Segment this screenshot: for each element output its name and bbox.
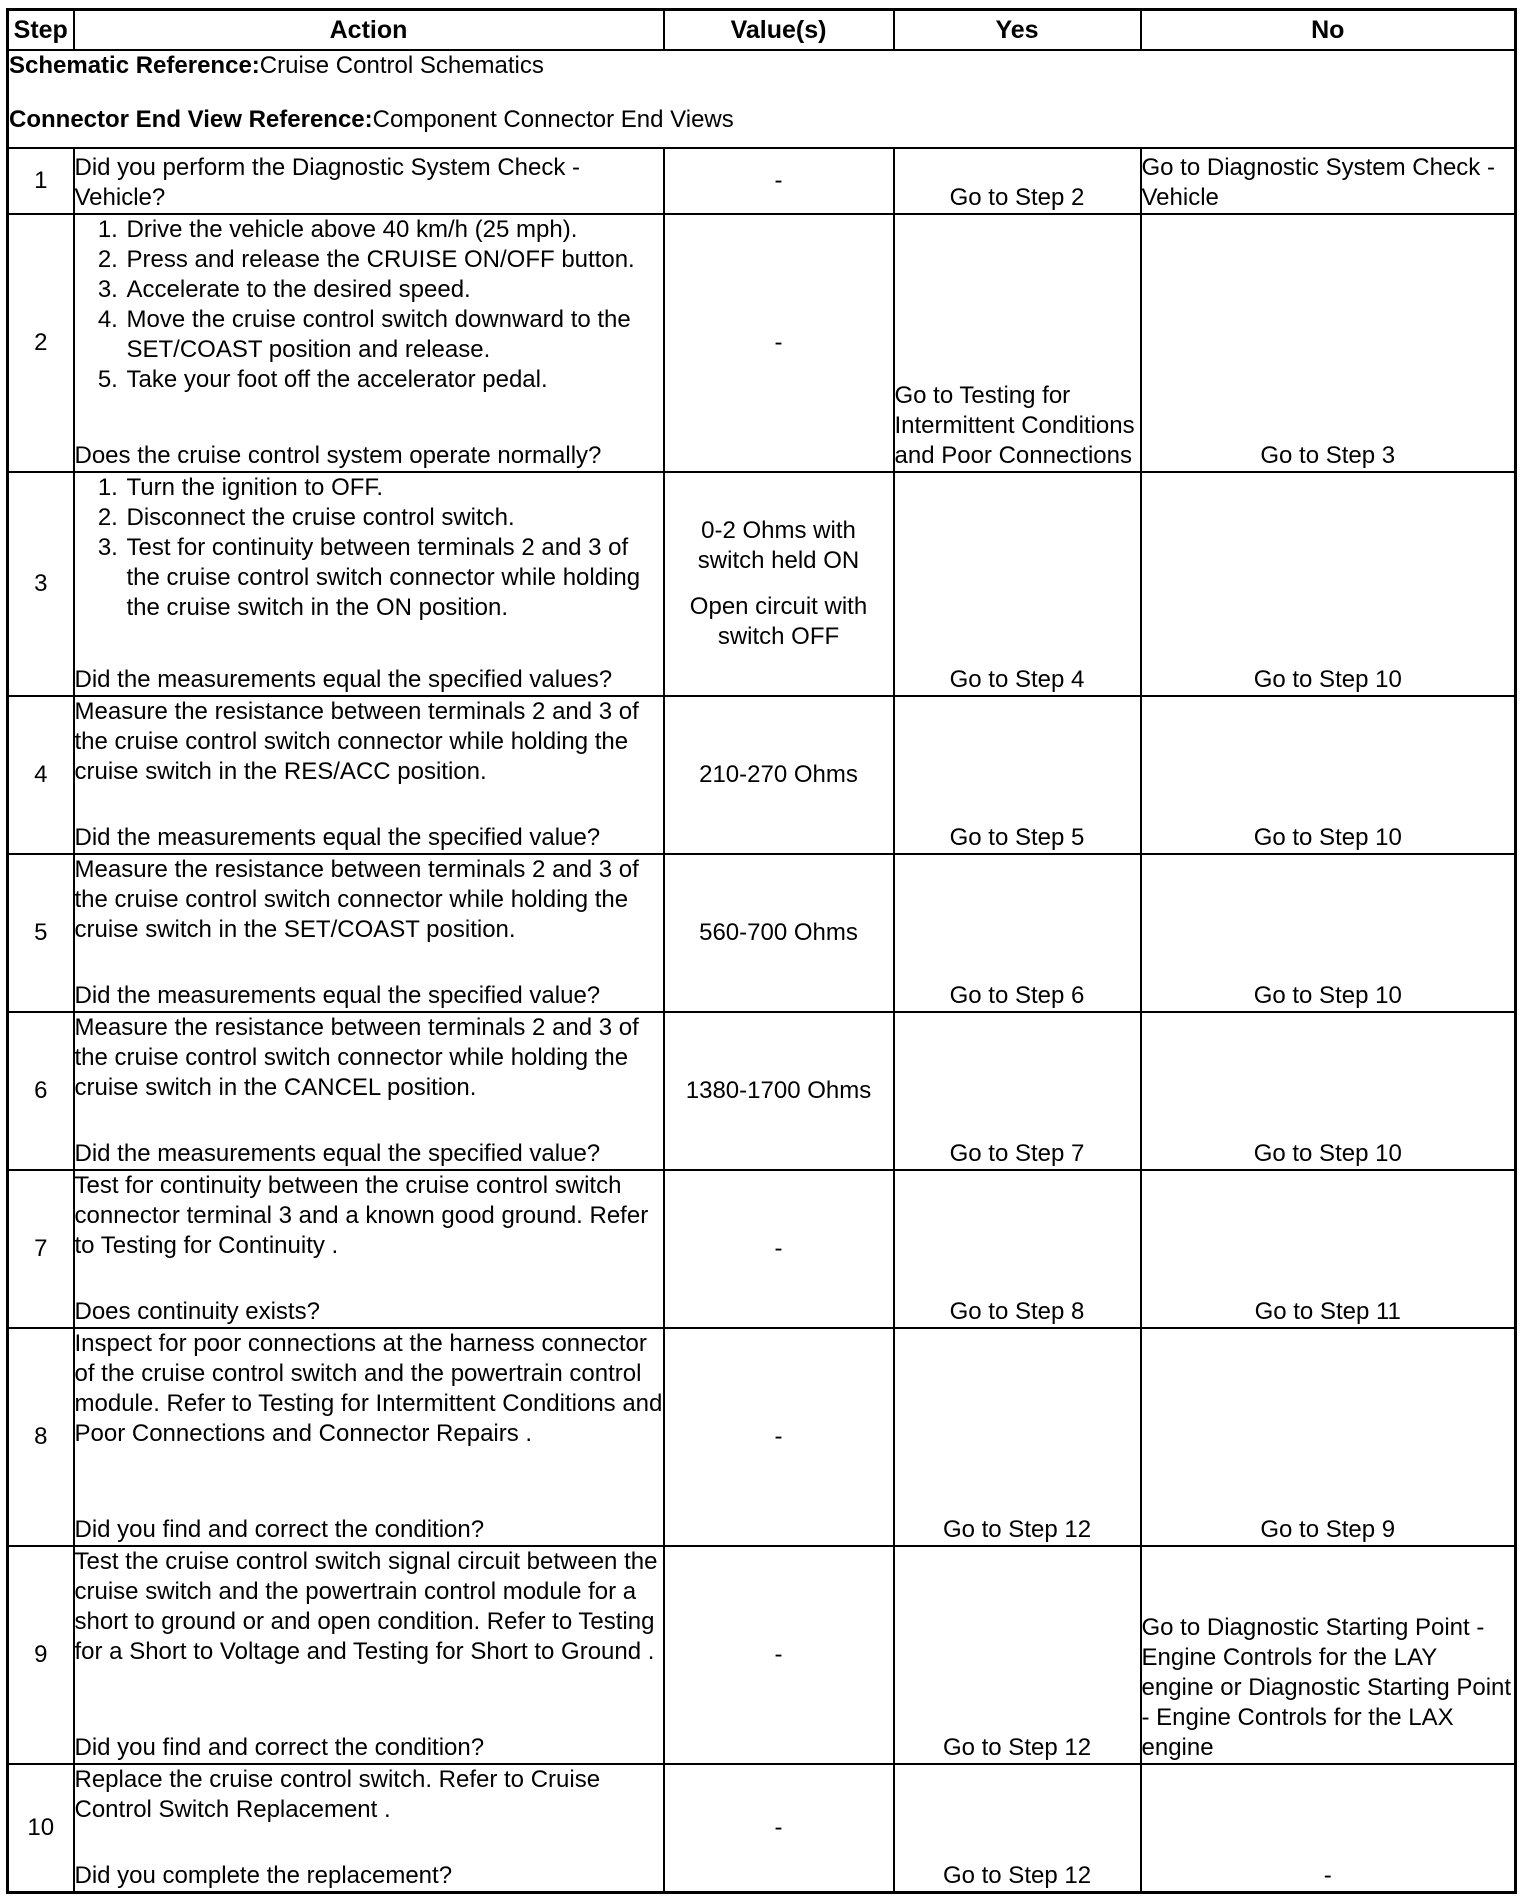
no-cell <box>1141 472 1516 696</box>
yes-link[interactable]: Go to Step 12 <box>942 1861 1092 1889</box>
reference-row <box>8 50 1516 148</box>
action-text: Measure the resistance between terminals 2 and 3 of the cruise control switch connector while holding the cruise switch in the SET/COAST position. <box>74 856 639 943</box>
step-number: 5 <box>8 854 74 1012</box>
yes-link[interactable]: Go to Step 5 <box>949 824 1085 851</box>
schematic-reference <box>9 51 1514 81</box>
connector-reference <box>9 105 1514 135</box>
connector-reference-link[interactable]: Component Connector End Views <box>372 106 734 133</box>
action-question: Did the measurements equal the specified values? <box>74 666 613 693</box>
action-cell <box>74 1546 664 1764</box>
no-link[interactable]: Go to Step 10 <box>1253 666 1402 693</box>
yes-cell <box>894 1328 1141 1546</box>
no-link[interactable]: Go to Diagnostic Starting Point - Engine Controls for the LAY engine or Diagnostic Starting Point - Engine Controls for the LAX engine <box>1141 1614 1512 1761</box>
no-link[interactable]: Go to Step 10 <box>1253 982 1402 1009</box>
value-cell: - <box>664 1328 894 1546</box>
no-cell: - <box>1141 1764 1516 1892</box>
action-cell <box>74 854 664 1012</box>
step-number: 2 <box>8 214 74 472</box>
action-question: Did you complete the replacement? <box>74 1861 453 1889</box>
action-question: Did you find and correct the condition? <box>74 1516 485 1543</box>
yes-link[interactable]: Go to Step 12 <box>942 1516 1092 1543</box>
yes-cell <box>894 1012 1141 1170</box>
header-values: Value(s) <box>664 10 894 51</box>
yes-cell <box>894 472 1141 696</box>
yes-cell <box>894 148 1141 214</box>
action-cell <box>74 1764 664 1892</box>
action-text: Replace the cruise control switch. Refer to Cruise Control Switch Replacement . <box>74 1766 601 1823</box>
action-cell <box>74 696 664 854</box>
no-link[interactable]: Go to Step 3 <box>1260 442 1396 469</box>
list-item: 2. Disconnect the cruise control switch. <box>125 503 663 533</box>
table-row <box>8 696 1516 854</box>
action-cell <box>74 1328 664 1546</box>
reference-cell <box>8 50 1516 148</box>
no-cell <box>1141 1546 1516 1764</box>
action-question: Did you find and correct the condition? <box>74 1734 485 1761</box>
value-cell <box>664 472 894 696</box>
header-action: Action <box>74 10 664 51</box>
table-row <box>8 472 1516 696</box>
value-cell: 210-270 Ohms <box>664 696 894 854</box>
action-cell <box>74 1170 664 1328</box>
action-text: Test the cruise control switch signal circuit between the cruise switch and the powertrain control module for a short to ground or and open condition. Refer to Testing for a Short to Voltage and Testing for Short to Ground . <box>74 1548 658 1665</box>
yes-cell <box>894 854 1141 1012</box>
action-text: Measure the resistance between terminals 2 and 3 of the cruise control switch connector while holding the cruise switch in the RES/ACC position. <box>74 698 639 785</box>
value-cell: 560-700 Ohms <box>664 854 894 1012</box>
list-item: 1. Turn the ignition to OFF. <box>125 473 663 503</box>
no-link[interactable]: Go to Diagnostic System Check - Vehicle <box>1141 154 1495 211</box>
header-yes: Yes <box>894 10 1141 51</box>
no-link[interactable]: Go to Step 9 <box>1260 1516 1396 1543</box>
table-row <box>8 148 1516 214</box>
schematic-reference-link[interactable]: Cruise Control Schematics <box>259 52 544 79</box>
no-cell <box>1141 696 1516 854</box>
yes-link[interactable]: Go to Step 8 <box>949 1298 1085 1325</box>
no-cell <box>1141 214 1516 472</box>
value-cell: - <box>664 214 894 472</box>
no-link[interactable]: Go to Step 10 <box>1253 824 1402 851</box>
value-cell: - <box>664 148 894 214</box>
step-number: 3 <box>8 472 74 696</box>
list-item: 3. Test for continuity between terminals 2 and 3 of the cruise control switch connector while holding the cruise switch in the ON position. <box>125 533 663 623</box>
yes-link[interactable]: Go to Step 7 <box>949 1140 1085 1167</box>
yes-link[interactable]: Go to Step 12 <box>942 1734 1092 1761</box>
table-row <box>8 1328 1516 1546</box>
step-number: 10 <box>8 1764 74 1892</box>
yes-cell <box>894 214 1141 472</box>
step-number: 1 <box>8 148 74 214</box>
step-number: 9 <box>8 1546 74 1764</box>
action-steps-list <box>75 215 663 395</box>
diagnostic-table <box>6 8 1517 1894</box>
value-cell: - <box>664 1764 894 1892</box>
table-row <box>8 854 1516 1012</box>
table-row <box>8 1170 1516 1328</box>
list-item: 1. Drive the vehicle above 40 km/h (25 mph). <box>125 215 663 245</box>
header-row <box>8 10 1516 51</box>
action-question: Did the measurements equal the specified value? <box>74 982 601 1009</box>
action-question: Does the cruise control system operate normally? <box>74 442 602 469</box>
list-item: 3. Accelerate to the desired speed. <box>125 275 663 305</box>
no-cell <box>1141 148 1516 214</box>
yes-link[interactable]: Go to Step 2 <box>949 184 1085 211</box>
table-row <box>8 1764 1516 1892</box>
yes-link[interactable]: Go to Step 6 <box>949 982 1085 1009</box>
action-cell <box>74 472 664 696</box>
action-text: Did you perform the Diagnostic System Check - Vehicle? <box>74 154 581 211</box>
diagnostic-page <box>6 8 1514 1889</box>
connector-reference-label: Connector End View Reference: <box>9 106 373 133</box>
no-cell <box>1141 854 1516 1012</box>
yes-cell <box>894 696 1141 854</box>
step-number: 8 <box>8 1328 74 1546</box>
action-text: Inspect for poor connections at the harness connector of the cruise control switch and the powertrain control module. Refer to Testing for Intermittent Conditions and Poor Connections and Connector Repairs . <box>74 1330 663 1447</box>
table-row <box>8 214 1516 472</box>
table-row <box>8 1546 1516 1764</box>
no-link[interactable]: Go to Step 10 <box>1253 1140 1402 1167</box>
yes-cell <box>894 1170 1141 1328</box>
header-no: No <box>1141 10 1516 51</box>
yes-link[interactable]: Go to Step 4 <box>949 666 1085 693</box>
action-steps-list <box>75 473 663 623</box>
table-row <box>8 1012 1516 1170</box>
action-text: Measure the resistance between terminals 2 and 3 of the cruise control switch connector while holding the cruise switch in the CANCEL position. <box>74 1014 639 1101</box>
yes-cell <box>894 1764 1141 1892</box>
step-number: 4 <box>8 696 74 854</box>
header-step: Step <box>8 10 74 51</box>
schematic-reference-label: Schematic Reference: <box>9 52 260 79</box>
list-item: 2. Press and release the CRUISE ON/OFF button. <box>125 245 663 275</box>
no-link[interactable]: Go to Step 11 <box>1254 1298 1401 1325</box>
value-spec-on: 0-2 Ohms with switch held ON <box>697 517 860 574</box>
value-spec-off: Open circuit with switch OFF <box>689 593 868 650</box>
action-cell <box>74 148 664 214</box>
yes-link[interactable]: Go to Testing for Intermittent Conditions and Poor Connections <box>894 382 1135 469</box>
value-cell: - <box>664 1170 894 1328</box>
action-question: Did the measurements equal the specified value? <box>74 1140 601 1167</box>
list-item: 5. Take your foot off the accelerator pedal. <box>125 365 663 395</box>
no-cell <box>1141 1328 1516 1546</box>
no-cell <box>1141 1012 1516 1170</box>
value-cell: 1380-1700 Ohms <box>664 1012 894 1170</box>
action-cell <box>74 214 664 472</box>
step-number: 6 <box>8 1012 74 1170</box>
action-question: Did the measurements equal the specified value? <box>74 824 601 851</box>
value-cell: - <box>664 1546 894 1764</box>
list-item: 4. Move the cruise control switch downward to the SET/COAST position and release. <box>125 305 663 365</box>
action-text: Test for continuity between the cruise control switch connector terminal 3 and a known good ground. Refer to Testing for Continuity . <box>74 1172 649 1259</box>
yes-cell <box>894 1546 1141 1764</box>
action-question: Does continuity exists? <box>74 1298 320 1325</box>
step-number: 7 <box>8 1170 74 1328</box>
action-cell <box>74 1012 664 1170</box>
no-cell <box>1141 1170 1516 1328</box>
